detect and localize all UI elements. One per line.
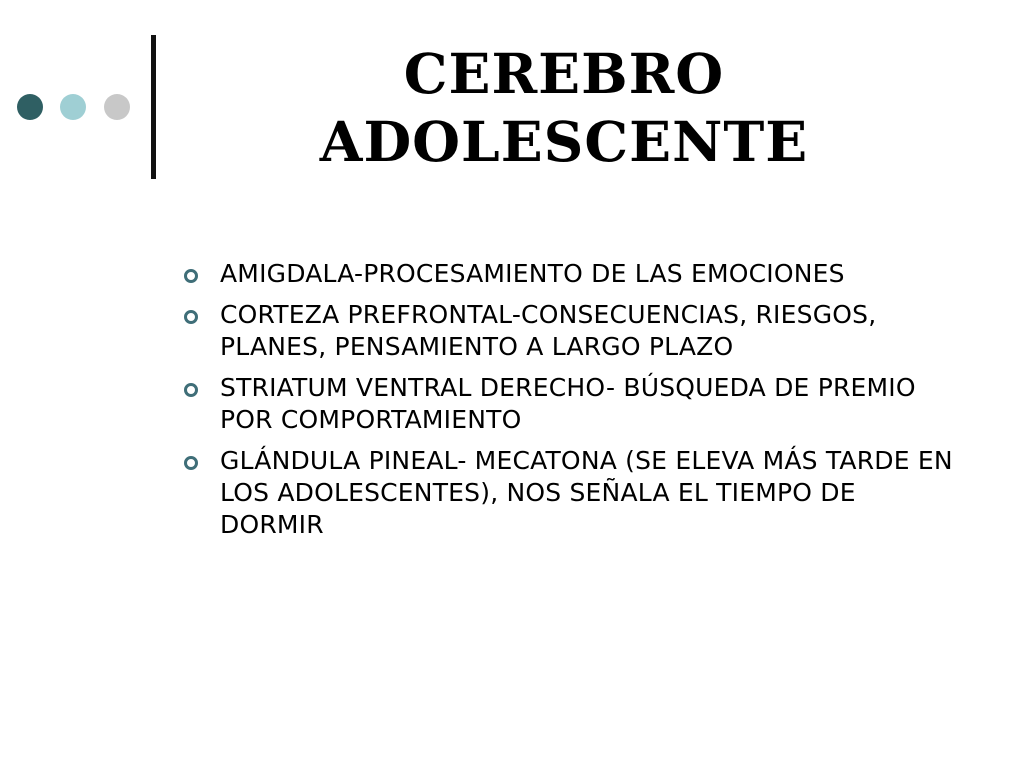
decorative-dot-dark xyxy=(17,94,43,120)
bullet-text: AMIGDALA-PROCESAMIENTO DE LAS EMOCIONES xyxy=(220,259,845,288)
bullet-text: GLÁNDULA PINEAL- MECATONA (SE ELEVA MÁS TARDE EN LOS ADOLESCENTES), NOS SEÑALA EL TIEMPO DE DORMIR xyxy=(220,446,953,539)
bullet-item xyxy=(182,445,962,541)
bullet-item xyxy=(182,258,962,290)
slide-title-line-2: ADOLESCENTE xyxy=(319,109,809,174)
bullet-item xyxy=(182,299,962,363)
hollow-circle-bullet-icon xyxy=(184,456,198,470)
decorative-dot-gray xyxy=(104,94,130,120)
bullet-text: STRIATUM VENTRAL DERECHO- BÚSQUEDA DE PREMIO POR COMPORTAMIENTO xyxy=(220,373,916,434)
hollow-circle-bullet-icon xyxy=(184,310,198,324)
hollow-circle-bullet-icon xyxy=(184,269,198,283)
bullet-item xyxy=(182,372,962,436)
decorative-dot-light xyxy=(60,94,86,120)
title-divider xyxy=(151,35,156,179)
slide-title-line-1: CEREBRO xyxy=(403,41,725,106)
hollow-circle-bullet-icon xyxy=(184,383,198,397)
slide-title xyxy=(290,40,838,176)
bullet-list xyxy=(182,258,962,550)
bullet-text: CORTEZA PREFRONTAL-CONSECUENCIAS, RIESGOS, PLANES, PENSAMIENTO A LARGO PLAZO xyxy=(220,300,877,361)
